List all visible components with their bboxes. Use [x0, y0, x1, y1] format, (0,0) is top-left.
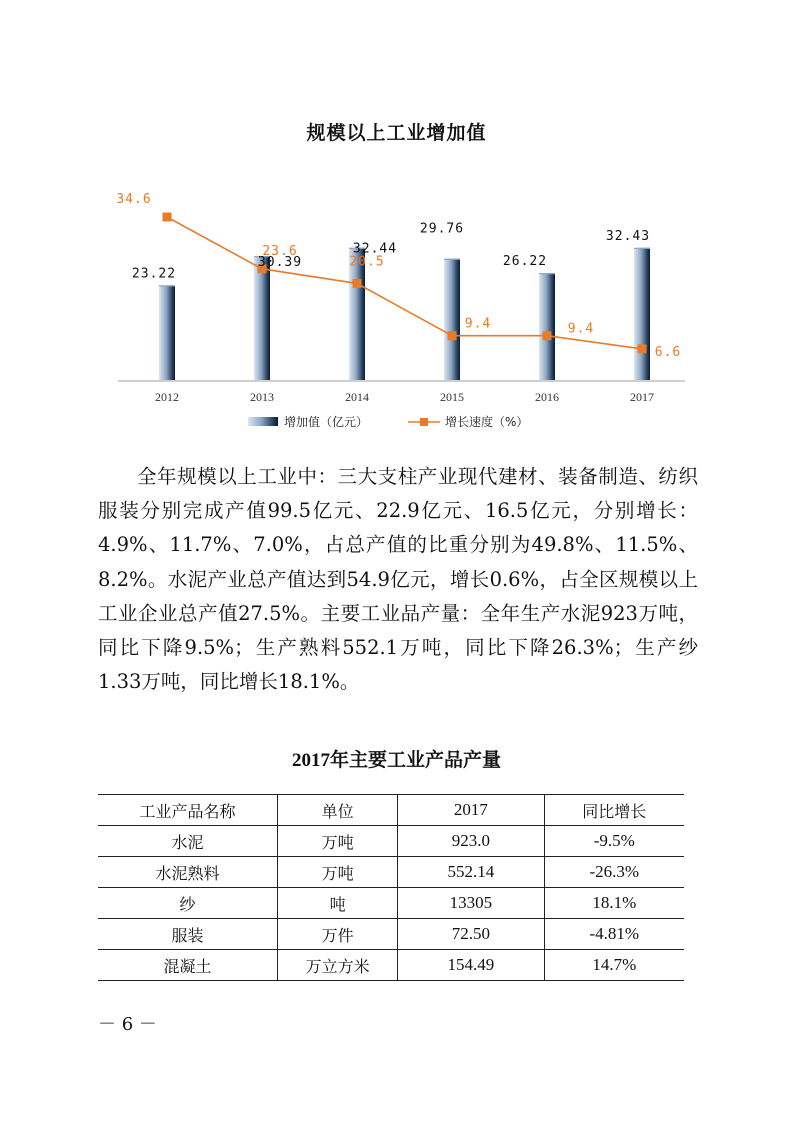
bar-2012: [159, 285, 175, 380]
cell-growth: -4.81%: [544, 919, 684, 950]
x-tick-label: 2017: [630, 390, 654, 404]
x-tick-label: 2014: [345, 390, 369, 404]
header-product-name: 工业产品名称: [98, 795, 277, 826]
growth-point-2017: [638, 344, 647, 353]
line-value-label: 9.4: [464, 316, 492, 332]
cell-value: 552.14: [398, 857, 544, 888]
production-table: [98, 794, 684, 981]
cell-growth: 14.7%: [544, 950, 684, 981]
bar-value-label: 32.44: [352, 241, 398, 257]
table-row: [98, 857, 684, 888]
cell-growth: -26.3%: [544, 857, 684, 888]
table-row: [98, 950, 684, 981]
growth-point-2012: [163, 212, 172, 221]
table-row: [98, 919, 684, 950]
line-value-label: 9.4: [567, 321, 595, 337]
bar-value-label: 29.76: [419, 221, 465, 237]
table-header-row: [98, 795, 684, 826]
cell-value: 72.50: [398, 919, 544, 950]
cell-value: 13305: [398, 888, 544, 919]
cell-product: 纱: [98, 888, 277, 919]
bar-top-2012: [159, 285, 175, 286]
bar-value-label: 30.39: [257, 255, 303, 271]
bar-top-2015: [444, 259, 460, 260]
paragraph-text: 全年规模以上工业中：三大支柱产业现代建材、装备制造、纺织服装分别完成产值99.5亿元、22.9亿元、16.5亿元，分别增长：4.9%、11.7%、7.0%，占总产值的比重分别为49.8%、11.5%、8.2%。水泥产业总产值达到54.9亿元，增长0.6%，占全区规模以上工业企业总产值27.5%。主要工业品产量：全年生产水泥923万吨，同比下降9.5%；生产熟料552.1万吨，同比下降26.3%；生产纱1.33万吨，同比增长18.1%。: [98, 465, 698, 694]
line-value-label: 20.5: [349, 254, 385, 270]
cell-unit: 万件: [277, 919, 397, 950]
growth-chart: [110, 168, 690, 438]
cell-product: 水泥熟料: [98, 857, 277, 888]
x-tick-label: 2012: [155, 390, 179, 404]
table-title: 2017年主要工业产品产量: [291, 750, 501, 771]
cell-growth: -9.5%: [544, 826, 684, 857]
page-number: － 6 －: [98, 1014, 157, 1035]
cell-unit: 吨: [277, 888, 397, 919]
bar-top-2016: [539, 273, 555, 274]
line-value-label: 34.6: [116, 191, 152, 207]
x-tick-label: 2015: [440, 390, 464, 404]
growth-point-2016: [543, 331, 552, 340]
cell-product: 混凝土: [98, 950, 277, 981]
line-value-label: 6.6: [654, 344, 682, 360]
cell-value: 923.0: [398, 826, 544, 857]
bar-value-label: 32.43: [605, 228, 651, 244]
cell-product: 水泥: [98, 826, 277, 857]
cell-unit: 万立方米: [277, 950, 397, 981]
bar-2016: [539, 273, 555, 380]
cell-value: 154.49: [398, 950, 544, 981]
cell-unit: 万吨: [277, 857, 397, 888]
table-row: [98, 888, 684, 919]
bar-2015: [444, 259, 460, 380]
legend-bar-swatch: [248, 417, 278, 426]
bar-value-label: 26.22: [502, 254, 548, 270]
x-tick-label: 2016: [535, 390, 559, 404]
growth-point-2014: [353, 279, 362, 288]
header-year: 2017: [398, 795, 544, 826]
line-value-label: 23.6: [262, 243, 298, 259]
header-unit: 单位: [277, 795, 397, 826]
chart-title: 规模以上工业增加值: [306, 122, 487, 144]
table-row: [98, 826, 684, 857]
legend-bar-label: 增加值（亿元）: [284, 415, 369, 429]
cell-product: 服装: [98, 919, 277, 950]
bar-value-label: 23.22: [131, 266, 177, 282]
bar-2017: [634, 248, 650, 380]
body-paragraph: [98, 460, 698, 699]
header-growth: 同比增长: [544, 795, 684, 826]
legend-line-marker: [420, 418, 428, 426]
growth-point-2015: [448, 331, 457, 340]
cell-growth: 18.1%: [544, 888, 684, 919]
bar-top-2017: [634, 248, 650, 249]
bar-2013: [254, 256, 270, 380]
cell-unit: 万吨: [277, 826, 397, 857]
legend-line-label: 增长速度（%）: [445, 415, 529, 429]
x-tick-label: 2013: [250, 390, 274, 404]
